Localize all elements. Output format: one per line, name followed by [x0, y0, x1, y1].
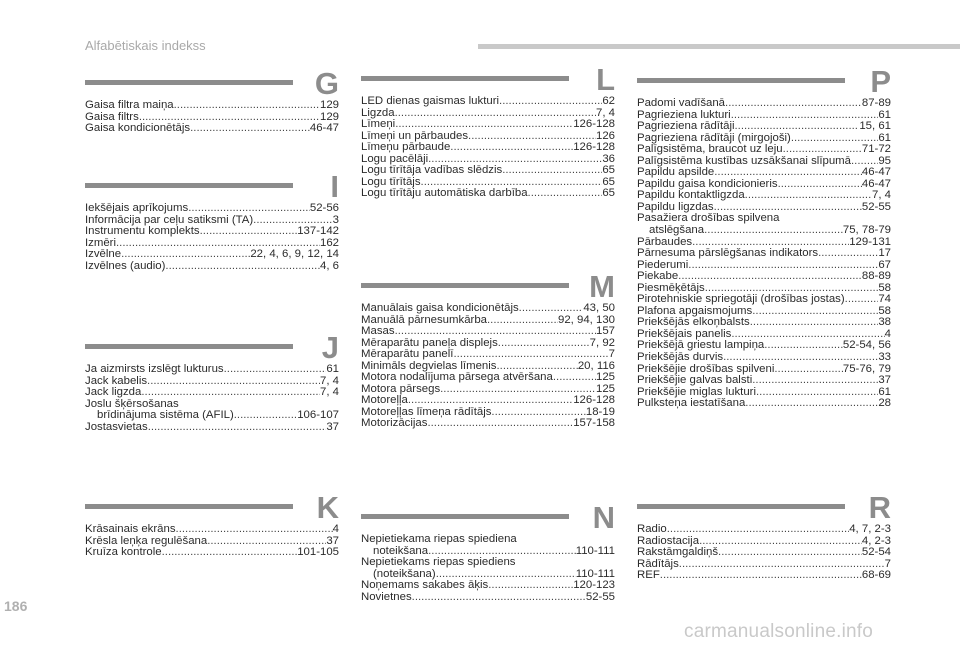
- index-entry: [637, 398, 891, 410]
- entry-label: Kruīza kontrole: [85, 546, 162, 559]
- index-entry: [85, 100, 339, 112]
- entry-label: Līmeņi un pārbaudes: [361, 129, 469, 142]
- entry-label: Krāsainais ekrāns: [85, 523, 176, 535]
- entry-page-ref: 95: [878, 154, 891, 167]
- section-header: [85, 170, 339, 203]
- entry-page-ref: 46-47: [309, 122, 339, 135]
- section-letter: M: [589, 269, 615, 304]
- dot-leader: [162, 547, 298, 559]
- index-entry: [637, 248, 891, 260]
- entry-page-ref: 52-54: [861, 546, 891, 559]
- dot-leader: [752, 306, 878, 318]
- section-g: [85, 67, 339, 135]
- dot-leader: [395, 119, 573, 131]
- index-entry: [361, 326, 615, 338]
- index-entry: [361, 142, 615, 154]
- entry-label: Jack kabelis: [85, 374, 148, 387]
- dot-leader: [699, 536, 862, 548]
- index-entry: [361, 580, 615, 592]
- dot-leader: [735, 121, 860, 133]
- section-header: [637, 65, 891, 98]
- index-entry: [85, 226, 339, 238]
- entry-page-ref: 18-19: [585, 405, 615, 418]
- entry-label: Pirotehniskie spriegotāji (drošības jostas): [637, 293, 845, 306]
- section-rule: [85, 344, 293, 349]
- index-title: Alfabētiskais indekss: [85, 38, 206, 53]
- entry-page-ref: 126-128: [573, 141, 615, 154]
- dot-leader: [147, 376, 320, 388]
- section-rule: [361, 283, 569, 288]
- entry-page-ref: 120-123: [573, 579, 615, 592]
- entry-page-ref: 88-89: [861, 270, 891, 283]
- entry-list: [637, 98, 891, 410]
- entry-page-ref: 4: [332, 523, 339, 535]
- entry-page-ref: 101-105: [297, 546, 339, 559]
- entry-page-ref: 61: [878, 131, 891, 144]
- dot-leader: [427, 418, 573, 430]
- entry-page-ref: 125: [595, 371, 615, 384]
- section-l: [361, 63, 615, 200]
- entry-page-ref: 61: [878, 385, 891, 398]
- dot-leader: [188, 203, 310, 215]
- dot-leader: [487, 315, 558, 327]
- entry-label: Radiostacija: [637, 534, 700, 547]
- entry-page-ref: 38: [878, 316, 891, 329]
- entry-page-ref: 46-47: [861, 166, 891, 179]
- dot-leader: [453, 349, 608, 361]
- entry-label: Minimāls degvielas līmenis: [361, 359, 497, 372]
- entry-page-ref: 7: [884, 557, 891, 570]
- entry-label: Pagrieziena rādītāji: [637, 120, 735, 133]
- index-entry: [637, 225, 891, 237]
- dot-leader: [774, 364, 842, 376]
- entry-label: Joslu šķērsošanas: [85, 397, 179, 410]
- section-header: [85, 491, 339, 524]
- index-entry: [637, 352, 891, 364]
- section-letter: N: [592, 500, 615, 535]
- dot-leader: [660, 570, 862, 582]
- index-entry: [637, 559, 891, 571]
- entry-page-ref: 126-128: [573, 394, 615, 407]
- entry-page-ref: 20, 116: [577, 359, 615, 372]
- entry-page-ref: 61: [878, 108, 891, 121]
- entry-label: Pagrieziena rādītāji (mirgojoši): [637, 131, 791, 144]
- page-number: 186: [4, 598, 28, 614]
- section-n: [361, 501, 615, 603]
- entry-label: Plafona apgaismojums: [637, 304, 753, 317]
- entry-page-ref: 58: [878, 281, 891, 294]
- index-entry: [361, 557, 615, 569]
- entry-label: Manuālā pārnesumkārba: [361, 313, 488, 326]
- index-entry: [85, 261, 339, 273]
- section-letter: P: [870, 64, 891, 99]
- entry-list: [85, 364, 339, 433]
- entry-label: (noteikšana): [373, 567, 436, 580]
- entry-label: Pārnesuma pārslēgšanas indikators: [637, 247, 819, 260]
- section-m: [361, 270, 615, 430]
- entry-list: [361, 96, 615, 200]
- entry-page-ref: 3: [332, 213, 339, 226]
- entry-label: Pasažiera drošības spilvena: [637, 212, 780, 225]
- dot-leader: [491, 407, 585, 419]
- entry-label: Motorizācijas: [361, 417, 428, 430]
- entry-page-ref: 4: [884, 327, 891, 340]
- entry-page-ref: 7, 92: [589, 336, 615, 349]
- index-entry: [361, 303, 615, 315]
- dot-leader: [502, 165, 602, 177]
- index-entry: [361, 418, 615, 430]
- dot-leader: [200, 226, 298, 238]
- section-i: [85, 170, 339, 272]
- dot-leader: [723, 352, 878, 364]
- entry-page-ref: 4, 2-3: [861, 534, 891, 547]
- dot-leader: [667, 524, 849, 536]
- entry-page-ref: 61: [326, 363, 339, 375]
- entry-label: Motora pārsegs: [361, 382, 441, 395]
- dot-leader: [764, 340, 843, 352]
- entry-label: Motoreļļa: [361, 394, 408, 407]
- entry-page-ref: 52-55: [861, 200, 891, 213]
- entry-page-ref: 33: [878, 351, 891, 364]
- entry-label: Gaisa filtra maiņa: [85, 99, 174, 111]
- section-letter: I: [330, 169, 339, 204]
- dot-leader: [688, 260, 878, 272]
- entry-label: Palīgsistēma, braucot uz leju: [637, 143, 783, 156]
- entry-label: Iekšējais aprīkojums: [85, 202, 189, 214]
- entry-label: Priekšējās elkoņbalsts: [637, 316, 750, 329]
- section-letter: R: [868, 490, 891, 525]
- index-entry: [85, 123, 339, 135]
- entry-page-ref: 52-56: [309, 202, 339, 214]
- dot-leader: [778, 179, 862, 191]
- entry-label: noteikšana: [373, 544, 429, 557]
- dot-leader: [499, 96, 602, 108]
- entry-label: Priekšējās durvis: [637, 351, 724, 364]
- entry-label: Papildu gaisa kondicionieris: [637, 177, 778, 190]
- entry-label: Gaisa kondicionētājs: [85, 122, 191, 135]
- dot-leader: [756, 387, 878, 399]
- index-entry: [361, 96, 615, 108]
- entry-label: Instrumentu komplekts: [85, 225, 200, 238]
- section-letter: L: [596, 62, 615, 97]
- entry-label: atslēgšana: [649, 224, 705, 237]
- section-rule: [85, 504, 293, 509]
- dot-leader: [234, 410, 297, 422]
- section-letter: G: [314, 66, 339, 101]
- entry-label: Rakstāmgaldiņš: [637, 546, 719, 559]
- index-entry: [85, 524, 339, 536]
- index-entry: [85, 422, 339, 434]
- index-entry: [637, 144, 891, 156]
- section-j: [85, 331, 339, 433]
- entry-label: Jostasvietas: [85, 420, 148, 433]
- entry-label: Radio: [637, 523, 667, 535]
- section-header: [85, 331, 339, 364]
- entry-label: Informācija par ceļu satiksmi (TA): [85, 213, 254, 226]
- section-letter: J: [321, 330, 339, 365]
- dot-leader: [395, 108, 596, 120]
- index-entry: [637, 98, 891, 110]
- dot-leader: [528, 188, 603, 200]
- index-entry: [85, 249, 339, 261]
- section-p: [637, 65, 891, 410]
- entry-label: Mēraparātu panelī: [361, 348, 454, 361]
- entry-label: Priekšējā griestu lampiņa: [637, 339, 765, 352]
- entry-label: Mēraparātu paneļa displejs: [361, 336, 498, 349]
- dot-leader: [412, 592, 586, 604]
- index-entry: [361, 315, 615, 327]
- entry-page-ref: 106-107: [297, 409, 339, 422]
- dot-leader: [679, 559, 885, 571]
- index-entry: [85, 547, 339, 559]
- section-header: [637, 491, 891, 524]
- entry-page-ref: 67: [878, 258, 891, 271]
- index-entry: [361, 188, 615, 200]
- entry-label: Krēsla leņķa regulēšana: [85, 534, 208, 547]
- dot-leader: [148, 422, 327, 434]
- entry-label: Papildu kontaktligzda: [637, 189, 745, 202]
- section-r: [637, 491, 891, 582]
- entry-label: Līmeņu pārbaude: [361, 141, 451, 154]
- entry-page-ref: 92, 94, 130: [557, 313, 615, 326]
- dot-leader: [224, 364, 327, 376]
- entry-page-ref: 126-128: [573, 118, 615, 131]
- entry-label: Rādītājs: [637, 557, 679, 570]
- section-header: [361, 63, 615, 96]
- entry-label: Priekšējie miglas lukturi: [637, 385, 757, 398]
- entry-label: Jack ligzda: [85, 386, 142, 399]
- entry-page-ref: 126: [595, 129, 615, 142]
- dot-leader: [704, 225, 843, 237]
- index-entry: [637, 375, 891, 387]
- dot-leader: [553, 372, 596, 384]
- index-entry: [361, 119, 615, 131]
- dot-leader: [488, 580, 573, 592]
- entry-page-ref: 129-131: [849, 235, 891, 248]
- entry-label: Novietnes: [361, 590, 412, 603]
- entry-page-ref: 28: [878, 397, 891, 410]
- index-entry: [85, 364, 339, 376]
- entry-label: Motora nodalījuma pārsega atvēršana: [361, 371, 553, 384]
- entry-page-ref: 4, 6: [320, 259, 339, 272]
- entry-page-ref: 137-142: [297, 225, 339, 238]
- entry-label: Līmeņi: [361, 118, 396, 131]
- entry-label: Priekšējie drošības spilveni: [637, 362, 775, 375]
- entry-label: REF: [637, 569, 660, 582]
- entry-page-ref: 52-55: [585, 590, 615, 603]
- section-rule: [637, 78, 845, 83]
- entry-label: Logu tīrītāju automātiska darbība: [361, 187, 528, 200]
- entry-page-ref: 71-72: [861, 143, 891, 156]
- entry-page-ref: 7, 4: [320, 374, 339, 387]
- entry-label: Piederumi: [637, 258, 689, 271]
- entry-label: Pagrieziena lukturi: [637, 108, 731, 121]
- entry-label: LED dienas gaismas lukturi: [361, 95, 500, 107]
- entry-label: Izvēlne: [85, 248, 122, 261]
- entry-label: Manuālais gaisa kondicionētājs: [361, 302, 519, 314]
- dot-leader: [678, 271, 862, 283]
- dot-leader: [165, 261, 320, 273]
- entry-page-ref: 110-111: [575, 567, 615, 580]
- section-letter: K: [316, 490, 339, 525]
- entry-label: Papildu apsilde: [637, 166, 715, 179]
- entry-page-ref: 37: [326, 420, 339, 433]
- dot-leader: [498, 338, 590, 350]
- section-header: [361, 501, 615, 534]
- entry-label: Nepietiekama riepas spiediena: [361, 533, 517, 545]
- entry-page-ref: 62: [602, 95, 615, 107]
- index-entry: [361, 592, 615, 604]
- entry-label: Ligzda: [361, 106, 395, 119]
- dot-leader: [450, 142, 573, 154]
- entry-label: Piekabe: [637, 270, 679, 283]
- entry-label: Logu tīrītāja vadības slēdzis: [361, 164, 503, 177]
- entry-label: Papildu ligzdas: [637, 200, 714, 213]
- entry-page-ref: 65: [602, 187, 615, 200]
- index-entry: [637, 121, 891, 133]
- entry-label: Priekšējie galvas balsti: [637, 374, 753, 387]
- dot-leader: [395, 326, 596, 338]
- entry-page-ref: 15, 61: [859, 120, 891, 133]
- dot-leader: [818, 248, 878, 260]
- entry-label: Pārbaudes: [637, 235, 693, 248]
- section-rule: [85, 80, 293, 85]
- dot-leader: [845, 294, 879, 306]
- dot-leader: [519, 303, 584, 315]
- entry-page-ref: 37: [878, 374, 891, 387]
- index-entry: [85, 387, 339, 399]
- entry-list: [637, 524, 891, 582]
- section-rule: [361, 514, 569, 519]
- entry-label: Nepietiekams riepas spiediens: [361, 556, 516, 569]
- entry-label: Palīgsistēma kustības uzsākšanai slīpumā: [637, 154, 851, 167]
- entry-page-ref: 7, 4: [320, 386, 339, 399]
- section-header: [85, 67, 339, 100]
- index-entry: [361, 349, 615, 361]
- entry-page-ref: 7: [608, 348, 615, 361]
- dot-leader: [752, 375, 878, 387]
- entry-label: Priekšējais panelis: [637, 327, 732, 340]
- entry-label: brīdinājuma sistēma (AFIL): [97, 409, 234, 422]
- entry-page-ref: 7, 4: [872, 189, 891, 202]
- entry-page-ref: 37: [326, 534, 339, 547]
- entry-page-ref: 87-89: [861, 97, 891, 109]
- entry-label: Logu pacēlāji: [361, 152, 429, 165]
- entry-label: Izvēlnes (audio): [85, 259, 166, 272]
- entry-label: Pulksteņa iestatīšana: [637, 397, 746, 410]
- index-entry: [637, 524, 891, 536]
- index-entry: [85, 203, 339, 215]
- entry-label: Motoreļļas līmeņa rādītājs: [361, 405, 492, 418]
- entry-page-ref: 74: [878, 293, 891, 306]
- section-rule: [85, 183, 293, 188]
- entry-page-ref: 129: [319, 110, 339, 123]
- entry-page-ref: 36: [602, 152, 615, 165]
- entry-page-ref: 157: [595, 325, 615, 338]
- dot-leader: [174, 100, 320, 112]
- entry-page-ref: 162: [319, 236, 339, 249]
- dot-leader: [190, 123, 310, 135]
- entry-page-ref: 7, 4: [596, 106, 615, 119]
- entry-page-ref: 22, 4, 6, 9, 12, 14: [250, 248, 339, 261]
- dot-leader: [783, 144, 862, 156]
- entry-page-ref: 65: [602, 164, 615, 177]
- entry-list: [361, 303, 615, 430]
- entry-list: [85, 203, 339, 272]
- section-k: [85, 491, 339, 559]
- entry-page-ref: 75, 78-79: [842, 224, 891, 237]
- section-rule: [637, 504, 845, 509]
- dot-leader: [725, 98, 862, 110]
- section-rule: [361, 76, 569, 81]
- header-bar: [478, 44, 960, 49]
- index-entry: [637, 547, 891, 559]
- entry-page-ref: 110-111: [575, 544, 615, 557]
- entry-page-ref: 58: [878, 304, 891, 317]
- entry-page-ref: 52-54, 56: [842, 339, 891, 352]
- dot-leader: [745, 398, 878, 410]
- entry-label: Masas: [361, 325, 395, 338]
- entry-list: [361, 534, 615, 603]
- entry-label: Gaisa filtrs: [85, 110, 139, 123]
- watermark-text: carmanualsonline.info: [684, 621, 874, 642]
- dot-leader: [750, 317, 879, 329]
- entry-page-ref: 4, 7, 2-3: [849, 523, 891, 535]
- entry-label: Izmēri: [85, 236, 117, 249]
- index-entry: [637, 570, 891, 582]
- dot-leader: [121, 249, 250, 261]
- dot-leader: [718, 547, 862, 559]
- entry-list: [85, 100, 339, 135]
- dot-leader: [176, 524, 333, 536]
- entry-page-ref: 43, 50: [583, 302, 615, 314]
- index-entry: [85, 410, 339, 422]
- entry-label: Logu tīrītājs: [361, 175, 421, 188]
- entry-page-ref: 68-69: [861, 569, 891, 582]
- entry-page-ref: 46-47: [861, 177, 891, 190]
- section-header: [361, 270, 615, 303]
- entry-page-ref: 125: [595, 382, 615, 395]
- entry-page-ref: 157-158: [573, 417, 615, 430]
- entry-label: Padomi vadīšanā: [637, 97, 726, 109]
- entry-list: [85, 524, 339, 559]
- dot-leader: [141, 387, 320, 399]
- dot-leader: [745, 190, 872, 202]
- entry-page-ref: 17: [878, 247, 891, 260]
- entry-label: Piesmēķētājs: [637, 281, 705, 294]
- entry-page-ref: 65: [602, 175, 615, 188]
- entry-label: Ja aizmirsts izslēgt lukturus: [85, 363, 224, 375]
- entry-label: Noņemams sakabes āķis: [361, 579, 489, 592]
- index-entry: [361, 534, 615, 546]
- entry-page-ref: 129: [319, 99, 339, 111]
- entry-page-ref: 75-76, 79: [842, 362, 891, 375]
- dot-leader: [731, 110, 879, 122]
